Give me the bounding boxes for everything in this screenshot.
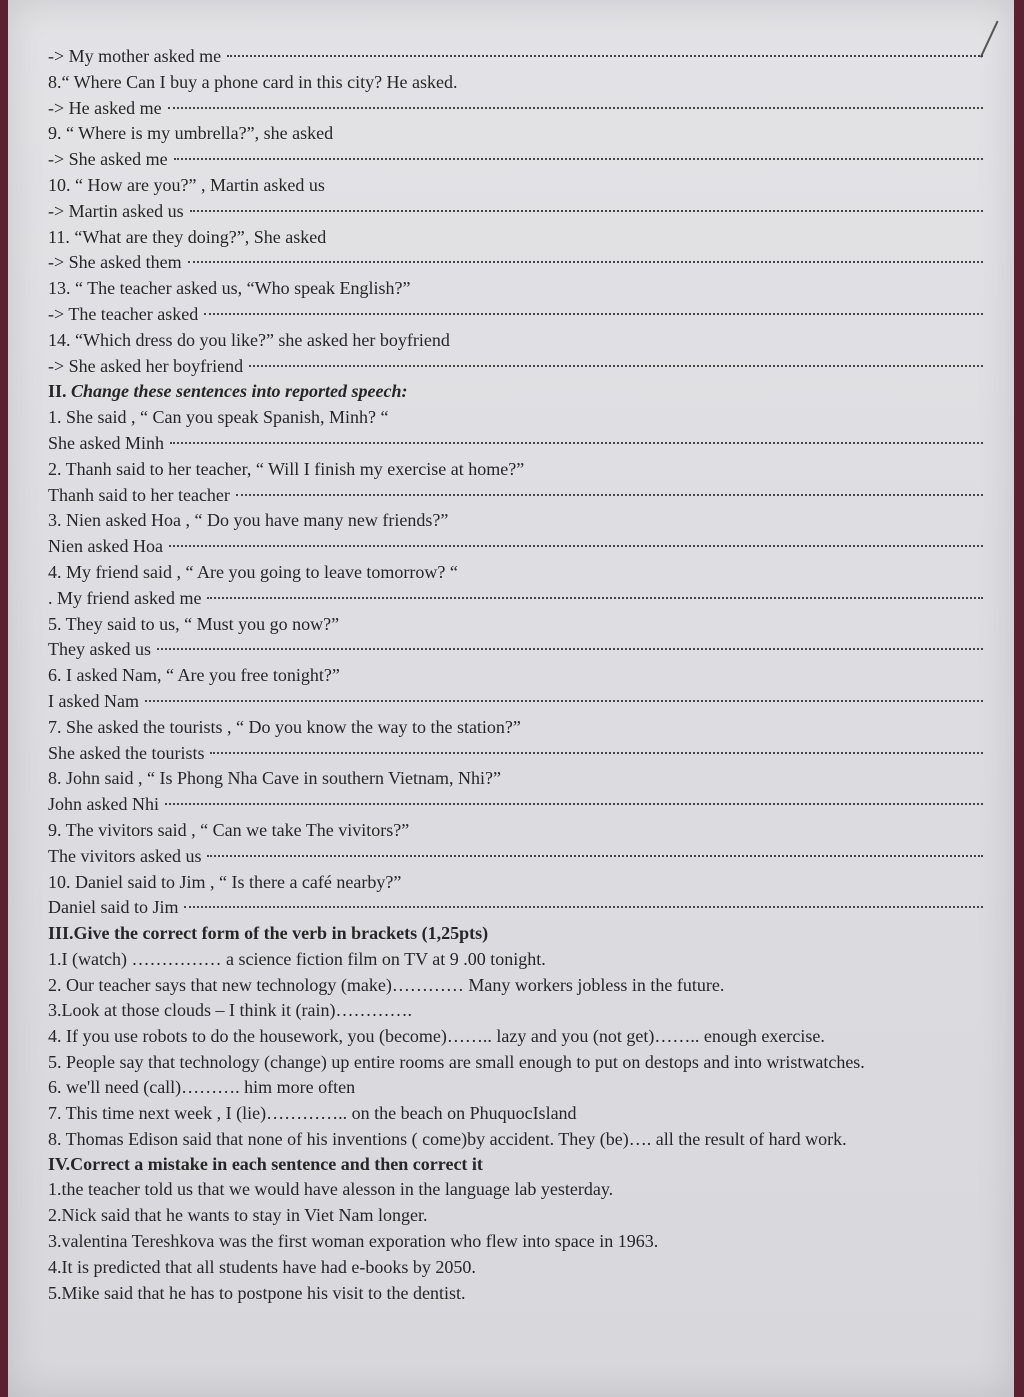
answer-line <box>48 689 983 715</box>
answer-prompt: Thanh said to her teacher <box>48 484 230 505</box>
answer-prompt: They asked us <box>48 639 151 660</box>
question-text: 14. “Which dress do you like?” she asked her boyfriend <box>48 329 450 350</box>
exercise-text: 7. This time next week , I (lie)………….. on the beach on PhuquocIsland <box>48 1102 577 1123</box>
answer-line <box>48 895 983 921</box>
question-text: 9. “ Where is my umbrella?”, she asked <box>48 123 334 144</box>
answer-blank[interactable] <box>157 647 983 650</box>
question-line <box>48 457 983 483</box>
exercise-item <box>48 1255 983 1281</box>
exercise-text: 2.Nick said that he wants to stay in Viet Nam longer. <box>48 1205 428 1226</box>
exercise-text: 6. we'll need (call)………. him more often <box>48 1077 356 1098</box>
answer-blank[interactable] <box>204 312 983 315</box>
answer-blank[interactable] <box>165 802 983 805</box>
exercise-item <box>48 1177 983 1203</box>
question-text: 5. They said to us, “ Must you go now?” <box>48 613 340 634</box>
answer-line <box>48 250 983 276</box>
exercise-text: 4. If you use robots to do the housework, you (become)…….. lazy and you (not get)…….. enough exercise. <box>48 1026 825 1047</box>
exercise-item <box>48 1281 983 1307</box>
question-line <box>48 612 983 638</box>
answer-line <box>48 637 983 663</box>
section-number: II. <box>48 381 67 402</box>
answer-prompt: -> She asked her boyfriend <box>48 355 244 376</box>
question-text: 4. My friend said , “ Are you going to leave tomorrow? “ <box>48 561 458 582</box>
answer-line <box>48 44 983 70</box>
question-line <box>48 121 983 147</box>
question-text: 1. She said , “ Can you speak Spanish, Minh? “ <box>48 407 389 428</box>
question-line <box>48 405 983 431</box>
answer-line <box>48 199 983 225</box>
answer-line <box>48 354 983 380</box>
answer-line <box>48 792 983 818</box>
question-text: 2. Thanh said to her teacher, “ Will I finish my exercise at home?” <box>48 458 525 479</box>
exercise-item <box>48 947 983 973</box>
question-line <box>48 870 983 896</box>
question-text: 8.“ Where Can I buy a phone card in this city? He asked. <box>48 71 458 92</box>
exercise-item <box>48 1050 983 1075</box>
exercise-text: 8. Thomas Edison said that none of his inventions ( come)by accident. They (be)…. all the result of hard work. <box>48 1128 847 1149</box>
question-text: 11. “What are they doing?”, She asked <box>48 226 327 247</box>
answer-prompt: The vivitors asked us <box>48 845 202 866</box>
answer-prompt: . My friend asked me <box>48 587 202 608</box>
exercise-text: 5. People say that technology (change) up entire rooms are small enough to put on destops and into wristwatches. <box>48 1052 865 1073</box>
answer-prompt: -> She asked them <box>48 252 182 273</box>
answer-prompt: -> The teacher asked <box>48 303 199 324</box>
exercise-text: 3.Look at those clouds – I think it (rain)…………. <box>48 1000 412 1021</box>
answer-prompt: I asked Nam <box>48 690 139 711</box>
question-line <box>48 70 983 96</box>
answer-line <box>48 586 983 612</box>
question-line <box>48 663 983 689</box>
answer-blank[interactable] <box>169 544 983 547</box>
answer-prompt: -> My mother asked me <box>48 46 222 66</box>
answer-line <box>48 96 983 122</box>
exercise-item <box>48 998 983 1024</box>
pen-mark <box>980 21 1002 60</box>
exercise-text: 1.I (watch) …………… a science fiction film on TV at 9 .00 tonight. <box>48 948 546 969</box>
answer-line <box>48 431 983 457</box>
question-text: 6. I asked Nam, “ Are you free tonight?” <box>48 665 340 686</box>
answer-blank[interactable] <box>188 260 983 263</box>
answer-prompt: Daniel said to Jim <box>48 897 179 918</box>
exercise-item <box>48 1075 983 1101</box>
answer-prompt: She asked Minh <box>48 432 164 453</box>
answer-prompt: She asked the tourists <box>48 742 205 763</box>
answer-blank[interactable] <box>249 364 983 367</box>
section-title: Change these sentences into reported speech: <box>71 381 408 402</box>
answer-line <box>48 302 983 328</box>
question-text: 8. John said , “ Is Phong Nha Cave in southern Vietnam, Nhi?” <box>48 768 502 789</box>
worksheet-paper <box>8 0 1014 1397</box>
question-line <box>48 766 983 792</box>
answer-blank[interactable] <box>227 54 983 57</box>
question-line <box>48 508 983 534</box>
answer-prompt: -> She asked me <box>48 149 168 170</box>
question-line <box>48 225 983 251</box>
exercise-item <box>48 1229 983 1255</box>
answer-blank[interactable] <box>145 699 983 702</box>
question-line <box>48 276 983 302</box>
answer-blank[interactable] <box>190 209 983 212</box>
exercise-item <box>48 973 983 999</box>
answer-line <box>48 534 983 560</box>
answer-line <box>48 844 983 870</box>
exercise-item <box>48 1024 983 1050</box>
question-text: 3. Nien asked Hoa , “ Do you have many new friends?” <box>48 510 449 531</box>
exercise-item <box>48 1127 983 1152</box>
answer-prompt: -> He asked me <box>48 97 162 118</box>
question-line <box>48 328 983 354</box>
answer-prompt: Nien asked Hoa <box>48 536 163 557</box>
exercise-text: 5.Mike said that he has to postpone his visit to the dentist. <box>48 1282 466 1303</box>
exercise-item <box>48 1203 983 1229</box>
answer-blank[interactable] <box>170 441 983 444</box>
section-heading <box>48 379 983 405</box>
answer-line <box>48 147 983 173</box>
question-text: 13. “ The teacher asked us, “Who speak English?” <box>48 278 411 299</box>
answer-blank[interactable] <box>207 596 983 599</box>
question-text: 7. She asked the tourists , “ Do you know the way to the station?” <box>48 716 521 737</box>
question-line <box>48 818 983 844</box>
section-title: IV.Correct a mistake in each sentence and then correct it <box>48 1153 483 1174</box>
section-heading <box>48 921 983 947</box>
section-title: III.Give the correct form of the verb in brackets (1,25pts) <box>48 923 489 944</box>
answer-blank[interactable] <box>210 751 983 754</box>
answer-prompt: -> Martin asked us <box>48 200 184 221</box>
worksheet-content <box>48 44 983 1306</box>
question-text: 10. “ How are you?” , Martin asked us <box>48 174 325 195</box>
question-text: 9. The vivitors said , “ Can we take The vivitors?” <box>48 819 410 840</box>
question-line <box>48 715 983 741</box>
answer-blank[interactable] <box>168 106 983 109</box>
answer-blank[interactable] <box>207 854 983 857</box>
answer-blank[interactable] <box>174 157 983 160</box>
answer-blank[interactable] <box>236 493 983 496</box>
exercise-text: 2. Our teacher says that new technology (make)………… Many workers jobless in the future. <box>48 974 725 995</box>
question-line <box>48 560 983 586</box>
question-text: 10. Daniel said to Jim , “ Is there a café nearby?” <box>48 871 402 892</box>
answer-prompt: John asked Nhi <box>48 794 159 815</box>
exercise-item <box>48 1101 983 1127</box>
exercise-text: 4.It is predicted that all students have had e-books by 2050. <box>48 1256 476 1277</box>
exercise-text: 3.valentina Tereshkova was the first woman exporation who flew into space in 1963. <box>48 1231 659 1252</box>
question-line <box>48 173 983 199</box>
answer-line <box>48 741 983 767</box>
exercise-text: 1.the teacher told us that we would have alesson in the language lab yesterday. <box>48 1179 614 1200</box>
answer-line <box>48 483 983 509</box>
section-heading <box>48 1152 983 1178</box>
answer-blank[interactable] <box>184 905 983 908</box>
